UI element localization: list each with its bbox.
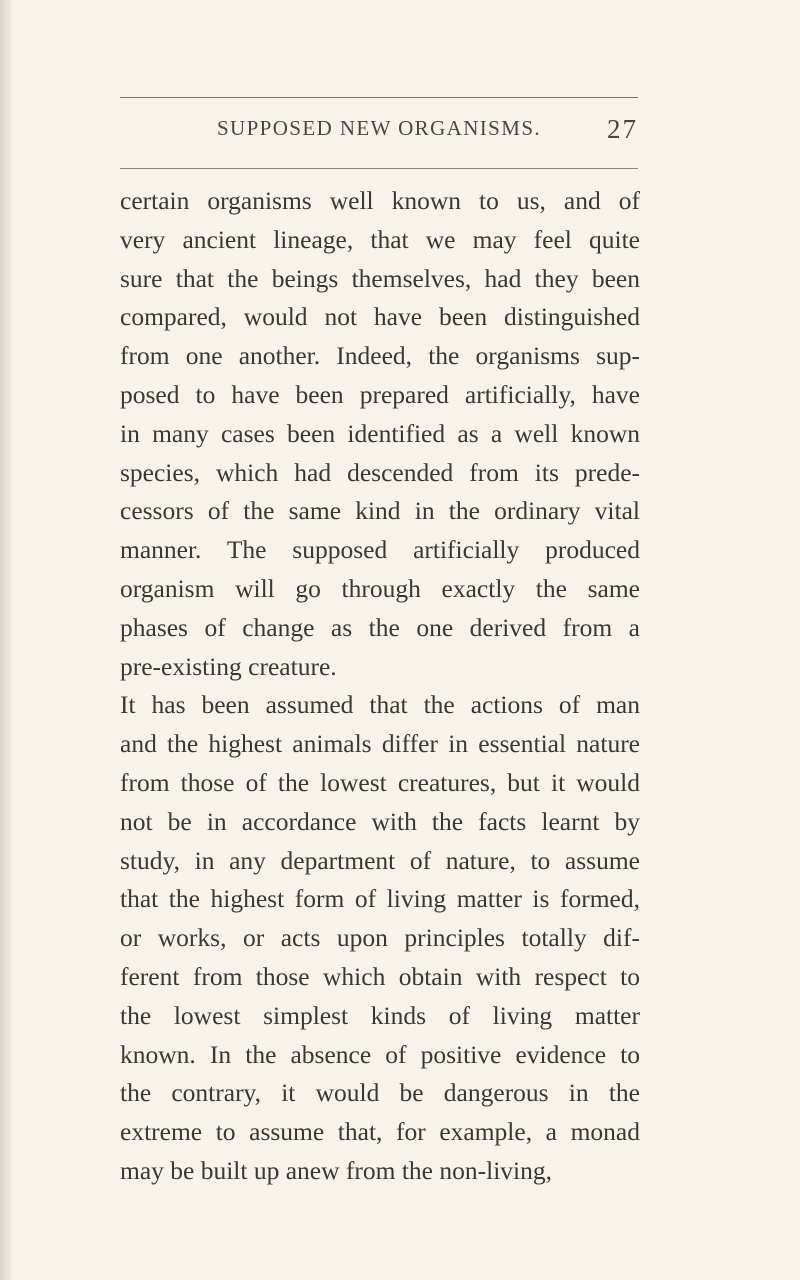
text-line: manner. The supposed artificially produced <box>120 535 640 565</box>
text-line: sure that the beings themselves, had they been <box>120 263 640 293</box>
spine-shadow <box>0 0 14 1280</box>
text-line: study, in any department of nature, to assume <box>120 845 640 875</box>
text-line: extreme to assume that, for example, a monad <box>120 1117 640 1147</box>
text-line: from one another. Indeed, the organisms sup- <box>120 341 640 371</box>
top-rule <box>120 97 638 98</box>
text-line: posed to have been prepared artificially, have <box>120 379 640 409</box>
text-line: ferent from those which obtain with respect to <box>120 961 640 991</box>
text-line: cessors of the same kind in the ordinary vital <box>120 496 640 526</box>
text-line: or works, or acts upon principles totally dif- <box>120 923 640 953</box>
body-text <box>120 182 640 1191</box>
text-line: that the highest form of living matter is formed, <box>120 884 640 914</box>
text-line: known. In the absence of positive evidence to <box>120 1039 640 1069</box>
paragraph-start-line: It has been assumed that the actions of man <box>120 690 640 720</box>
text-line: species, which had descended from its prede- <box>120 457 640 487</box>
page-number: 27 <box>607 114 638 144</box>
text-line: the lowest simplest kinds of living matter <box>120 1000 640 1030</box>
header-rule <box>120 168 638 169</box>
text-line: and the highest animals differ in essential nature <box>120 729 640 759</box>
text-line: very ancient lineage, that we may feel quite <box>120 224 640 254</box>
text-line: in many cases been identified as a well known <box>120 418 640 448</box>
paragraph-end-line: pre-existing creature. <box>120 651 337 681</box>
running-title: SUPPOSED NEW ORGANISMS. <box>216 116 542 140</box>
text-line: from those of the lowest creatures, but it would <box>120 767 640 797</box>
text-line: compared, would not have been distinguished <box>120 302 640 332</box>
text-line: organism will go through exactly the same <box>120 573 640 603</box>
text-line: certain organisms well known to us, and of <box>120 186 640 215</box>
text-line: the contrary, it would be dangerous in the <box>120 1078 640 1108</box>
text-line: may be built up anew from the non-living, <box>120 1155 552 1185</box>
page-header <box>120 116 638 156</box>
text-line: not be in accordance with the facts learnt by <box>120 806 640 836</box>
text-line: phases of change as the one derived from a <box>120 612 640 642</box>
